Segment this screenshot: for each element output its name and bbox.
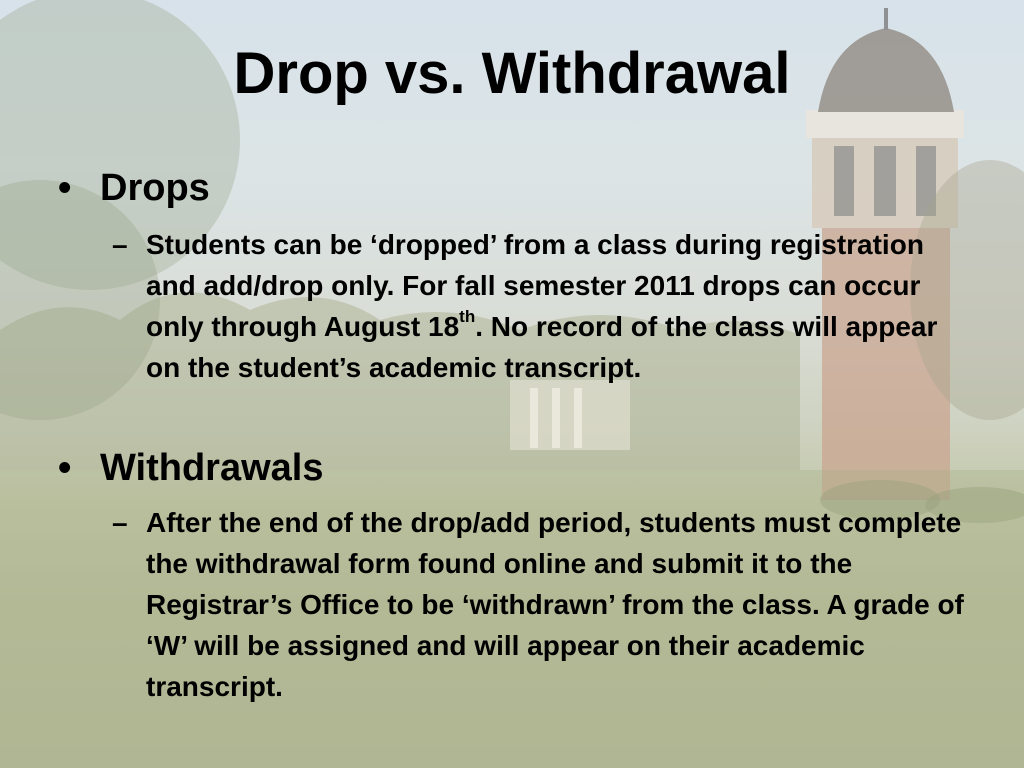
drops-text-part1: Students can be ‘dropped’ from a class during registration and add/drop only. For fall semester 2011 drops can occur only through August 18 — [146, 229, 924, 342]
bullet-marker: • — [58, 167, 72, 209]
sub-bullet-withdrawals — [112, 502, 972, 707]
drops-text-part2: . No record of the class will appear on the student’s academic transcript. — [146, 311, 938, 383]
bullet-drops — [58, 166, 210, 210]
bullet-withdrawals — [58, 446, 323, 490]
slide-title: Drop vs. Withdrawal — [233, 41, 791, 106]
sub-bullet-marker: – — [112, 507, 128, 538]
bullet-heading-withdrawals: Withdrawals — [100, 447, 324, 489]
ordinal-superscript: th — [459, 306, 476, 326]
background-building — [510, 380, 630, 450]
sub-bullet-marker: – — [112, 229, 128, 260]
background-columns-3 — [574, 388, 582, 448]
bullet-marker: • — [58, 447, 72, 489]
background-columns-2 — [552, 388, 560, 448]
drops-description — [146, 224, 972, 388]
bullet-heading-drops: Drops — [100, 167, 210, 209]
sub-bullet-drops — [112, 224, 972, 388]
background-columns-1 — [530, 388, 538, 448]
withdrawals-description: After the end of the drop/add period, students must complete the withdrawal form found online and submit it to the Registrar’s Office to be ‘withdrawn’ from the class. A grade of ‘W’ will be assigned and will appear on their academic transcript. — [146, 507, 964, 702]
